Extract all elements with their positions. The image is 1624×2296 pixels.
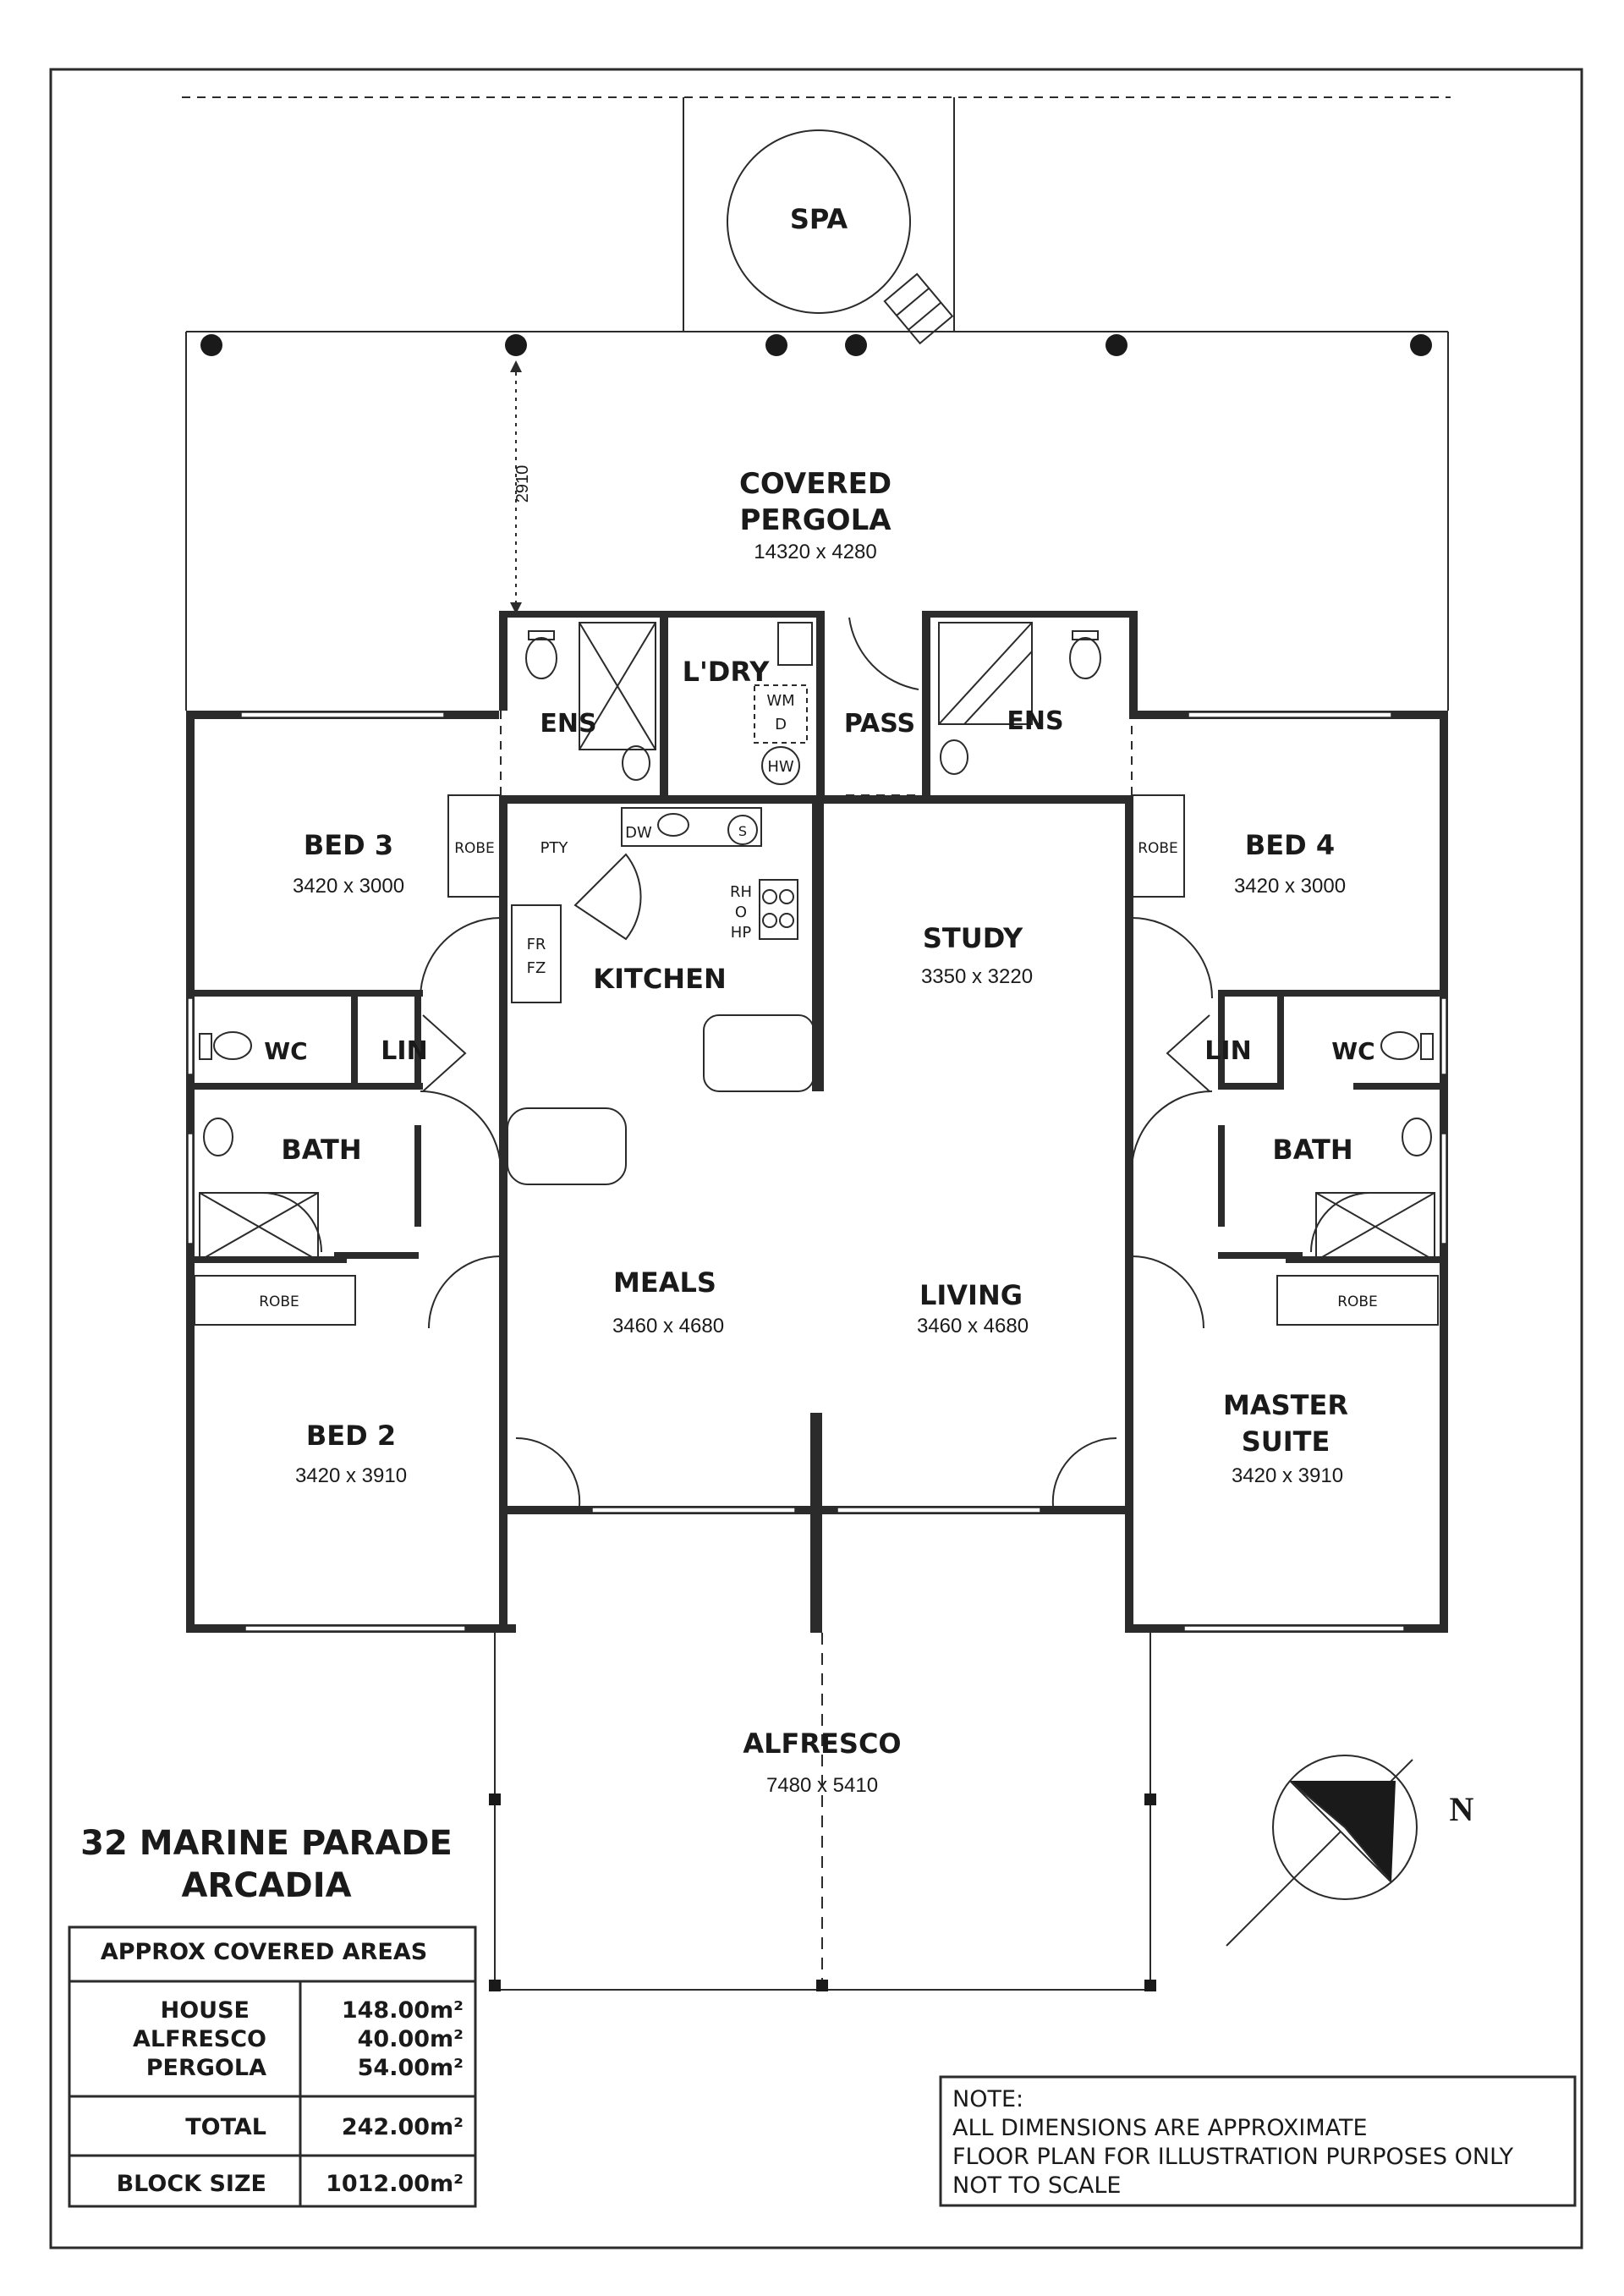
linen-right-label: LIN bbox=[1204, 1036, 1252, 1066]
bed2-robe-label: ROBE bbox=[259, 1294, 299, 1310]
areas-table-header: APPROX COVERED AREAS bbox=[100, 1939, 428, 1965]
bed4-dimensions: 3420 x 3000 bbox=[1233, 875, 1347, 898]
wc-left-label: WC bbox=[264, 1037, 308, 1065]
note-line: FLOOR PLAN FOR ILLUSTRATION PURPOSES ONLY bbox=[952, 2144, 1514, 2170]
living-dimensions: 3460 x 4680 bbox=[916, 1315, 1029, 1338]
hot-water-label: HW bbox=[767, 758, 794, 776]
laundry-label: L'DRY bbox=[682, 656, 770, 688]
compass-north-label: N bbox=[1449, 1790, 1474, 1828]
total-area-value: 242.00m² bbox=[341, 2114, 464, 2140]
study-label: STUDY bbox=[922, 922, 1023, 954]
alfresco-dimensions: 7480 x 5410 bbox=[765, 1774, 879, 1797]
bath-left-label: BATH bbox=[281, 1134, 362, 1166]
master-label-line2: SUITE bbox=[1241, 1425, 1330, 1458]
ens-left-label: ENS bbox=[540, 709, 597, 739]
alfresco-label: ALFRESCO bbox=[743, 1727, 902, 1760]
bath-right-label: BATH bbox=[1272, 1134, 1353, 1166]
property-title bbox=[80, 1824, 453, 1905]
study-dimensions: 3350 x 3220 bbox=[920, 965, 1034, 988]
living-label: LIVING bbox=[919, 1279, 1023, 1311]
note-box bbox=[941, 2077, 1575, 2205]
bed3-label: BED 3 bbox=[303, 829, 394, 861]
pergola-post bbox=[845, 334, 867, 356]
bed2-dimensions: 3420 x 3910 bbox=[294, 1464, 408, 1487]
note-line: ALL DIMENSIONS ARE APPROXIMATE bbox=[952, 2115, 1368, 2141]
total-area-label: TOTAL bbox=[185, 2114, 266, 2140]
bed4-robe-label: ROBE bbox=[1138, 840, 1178, 857]
meals-dimensions: 3460 x 4680 bbox=[612, 1315, 725, 1338]
alfresco-area-label: ALFRESCO bbox=[133, 2026, 266, 2052]
spa-label: SPA bbox=[789, 203, 848, 235]
rangehood-label: RH bbox=[729, 883, 753, 901]
title-line2: ARCADIA bbox=[181, 1866, 352, 1905]
pantry-label: PTY bbox=[540, 839, 568, 857]
master-robe-label: ROBE bbox=[1337, 1294, 1378, 1310]
north-compass bbox=[1226, 1755, 1474, 1946]
alfresco-area bbox=[489, 1633, 1156, 1991]
pergola-area-label: PERGOLA bbox=[145, 2055, 266, 2081]
meals-label: MEALS bbox=[613, 1266, 716, 1299]
pergola-dimensions: 14320 x 4280 bbox=[754, 541, 877, 563]
bed3-dimensions: 3420 x 3000 bbox=[292, 875, 405, 898]
block-size-label: BLOCK SIZE bbox=[116, 2171, 266, 2197]
pergola-post bbox=[505, 334, 527, 356]
pergola-gap-dimension: 2910 bbox=[513, 464, 532, 503]
house-area-value: 148.00m² bbox=[341, 1997, 464, 2024]
kitchen-label: KITCHEN bbox=[593, 963, 727, 995]
master-label-line1: MASTER bbox=[1223, 1389, 1348, 1421]
freezer-label: FZ bbox=[526, 959, 546, 977]
washing-machine-label: WM bbox=[766, 692, 795, 710]
house-area-label: HOUSE bbox=[160, 1997, 250, 2024]
pergola-label-line1: COVERED bbox=[738, 467, 892, 501]
master-dimensions: 3420 x 3910 bbox=[1231, 1464, 1344, 1487]
dishwasher-label: DW bbox=[625, 824, 652, 842]
spa-area bbox=[683, 97, 954, 343]
sink-label: S bbox=[738, 823, 748, 839]
bed4-label: BED 4 bbox=[1244, 829, 1336, 861]
pergola-post bbox=[1410, 334, 1432, 356]
pergola-post bbox=[200, 334, 222, 356]
bed2-label: BED 2 bbox=[305, 1420, 397, 1452]
note-line: NOT TO SCALE bbox=[952, 2172, 1122, 2199]
linen-left-label: LIN bbox=[381, 1036, 428, 1066]
pergola-label-line2: PERGOLA bbox=[739, 503, 892, 537]
pergola-area-value: 54.00m² bbox=[357, 2055, 464, 2081]
fridge-label: FR bbox=[526, 936, 546, 953]
pass-label: PASS bbox=[843, 709, 916, 739]
hotplate-label: HP bbox=[730, 924, 752, 942]
wc-right-label: WC bbox=[1331, 1037, 1375, 1065]
alfresco-area-value: 40.00m² bbox=[357, 2026, 464, 2052]
areas-table bbox=[69, 1927, 475, 2206]
title-line1: 32 MARINE PARADE bbox=[80, 1824, 453, 1863]
bed3-robe-label: ROBE bbox=[454, 840, 495, 857]
oven-label: O bbox=[734, 904, 748, 921]
note-line: NOTE: bbox=[952, 2086, 1024, 2112]
pergola-post bbox=[765, 334, 787, 356]
ens-right-label: ENS bbox=[1007, 706, 1064, 736]
pergola-post bbox=[1106, 334, 1127, 356]
block-size-value: 1012.00m² bbox=[326, 2171, 464, 2197]
dryer-label: D bbox=[775, 716, 787, 733]
